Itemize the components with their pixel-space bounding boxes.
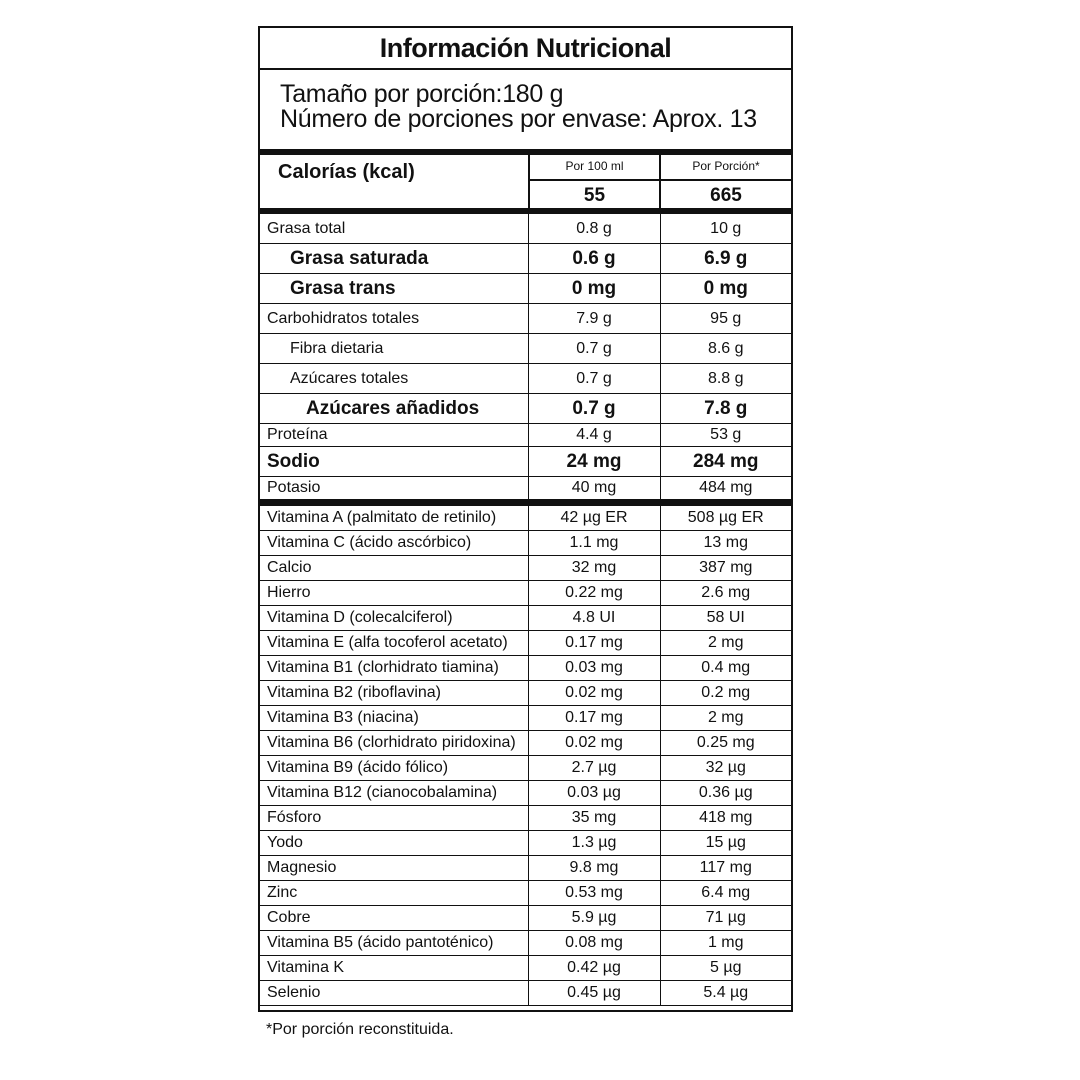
vitamin-name: Yodo bbox=[260, 831, 528, 856]
footnote: *Por porción reconstituida. bbox=[266, 1021, 454, 1038]
nutrient-name: Sodio bbox=[260, 447, 528, 477]
nutrient-per-portion: 53 g bbox=[660, 424, 791, 447]
nutrient-name: Fibra dietaria bbox=[260, 334, 528, 364]
nutrient-per-100ml: 4.4 g bbox=[528, 424, 660, 447]
table-row bbox=[260, 856, 791, 881]
vitamin-per-100ml: 2.7 µg bbox=[528, 756, 660, 781]
table-row bbox=[260, 394, 791, 424]
table-row bbox=[260, 364, 791, 394]
vitamin-per-100ml: 0.02 mg bbox=[528, 681, 660, 706]
vitamin-per-100ml: 35 mg bbox=[528, 806, 660, 831]
vitamin-per-portion: 1 mg bbox=[660, 931, 791, 956]
nutrient-per-portion: 6.9 g bbox=[660, 244, 791, 274]
vitamin-name: Vitamina D (colecalciferol) bbox=[260, 606, 528, 631]
nutrient-per-portion: 284 mg bbox=[660, 447, 791, 477]
vitamin-per-100ml: 0.03 µg bbox=[528, 781, 660, 806]
nutrient-per-100ml: 0 mg bbox=[528, 274, 660, 304]
vitamin-per-portion: 2.6 mg bbox=[660, 581, 791, 606]
vitamin-name: Vitamina B3 (niacina) bbox=[260, 706, 528, 731]
vitamin-per-portion: 508 µg ER bbox=[660, 506, 791, 531]
vitamin-name: Vitamina C (ácido ascórbico) bbox=[260, 531, 528, 556]
table-row bbox=[260, 931, 791, 956]
vitamins-table bbox=[260, 506, 791, 1006]
table-row bbox=[260, 334, 791, 364]
table-row bbox=[260, 274, 791, 304]
nutrient-per-portion: 484 mg bbox=[660, 477, 791, 500]
calories-per-portion: 665 bbox=[710, 185, 742, 206]
vitamin-per-100ml: 42 µg ER bbox=[528, 506, 660, 531]
vitamin-per-portion: 0.36 µg bbox=[660, 781, 791, 806]
table-row bbox=[260, 981, 791, 1006]
table-row bbox=[260, 506, 791, 531]
table-row bbox=[260, 681, 791, 706]
vitamin-per-100ml: 1.1 mg bbox=[528, 531, 660, 556]
vitamin-per-100ml: 0.53 mg bbox=[528, 881, 660, 906]
vitamin-per-portion: 117 mg bbox=[660, 856, 791, 881]
vitamin-name: Calcio bbox=[260, 556, 528, 581]
table-row bbox=[260, 956, 791, 981]
nutrient-name: Grasa total bbox=[260, 214, 528, 244]
vitamin-name: Vitamina B1 (clorhidrato tiamina) bbox=[260, 656, 528, 681]
vitamin-per-100ml: 0.17 mg bbox=[528, 631, 660, 656]
vitamin-per-portion: 15 µg bbox=[660, 831, 791, 856]
vitamin-per-portion: 6.4 mg bbox=[660, 881, 791, 906]
vitamin-name: Selenio bbox=[260, 981, 528, 1006]
table-row bbox=[260, 831, 791, 856]
table-row bbox=[260, 447, 791, 477]
vitamin-name: Fósforo bbox=[260, 806, 528, 831]
vitamin-name: Magnesio bbox=[260, 856, 528, 881]
nutrient-per-100ml: 0.7 g bbox=[528, 394, 660, 424]
table-row bbox=[260, 706, 791, 731]
table-row bbox=[260, 806, 791, 831]
nutrient-name: Carbohidratos totales bbox=[260, 304, 528, 334]
vitamin-per-100ml: 0.03 mg bbox=[528, 656, 660, 681]
vitamin-per-portion: 2 mg bbox=[660, 631, 791, 656]
vitamin-name: Vitamina K bbox=[260, 956, 528, 981]
table-row bbox=[260, 214, 791, 244]
servings-per-container: Número de porciones por envase: Aprox. 13 bbox=[280, 105, 757, 133]
nutrient-name: Potasio bbox=[260, 477, 528, 500]
vitamin-name: Vitamina B6 (clorhidrato piridoxina) bbox=[260, 731, 528, 756]
table-row bbox=[260, 581, 791, 606]
vitamin-per-portion: 5 µg bbox=[660, 956, 791, 981]
vitamin-per-100ml: 1.3 µg bbox=[528, 831, 660, 856]
nutrient-per-portion: 8.8 g bbox=[660, 364, 791, 394]
table-row bbox=[260, 731, 791, 756]
calories-per-100ml: 55 bbox=[583, 185, 606, 206]
nutrient-per-portion: 7.8 g bbox=[660, 394, 791, 424]
serving-info bbox=[260, 70, 791, 149]
vitamin-name: Vitamina B12 (cianocobalamina) bbox=[260, 781, 528, 806]
per-100ml-column bbox=[528, 155, 659, 208]
nutrient-per-100ml: 0.7 g bbox=[528, 334, 660, 364]
nutrient-per-100ml: 40 mg bbox=[528, 477, 660, 500]
table-row bbox=[260, 881, 791, 906]
vitamin-name: Vitamina A (palmitato de retinilo) bbox=[260, 506, 528, 531]
vitamin-name: Cobre bbox=[260, 906, 528, 931]
vitamin-per-portion: 5.4 µg bbox=[660, 981, 791, 1006]
nutrient-per-100ml: 7.9 g bbox=[528, 304, 660, 334]
nutrient-name: Grasa saturada bbox=[260, 244, 528, 274]
nutrient-per-portion: 0 mg bbox=[660, 274, 791, 304]
nutrient-per-100ml: 0.7 g bbox=[528, 364, 660, 394]
serving-size: Tamaño por porción:180 g bbox=[280, 80, 564, 108]
vitamin-name: Zinc bbox=[260, 881, 528, 906]
nutrient-name: Grasa trans bbox=[260, 274, 528, 304]
vitamin-per-100ml: 0.45 µg bbox=[528, 981, 660, 1006]
nutrient-per-portion: 95 g bbox=[660, 304, 791, 334]
vitamin-per-portion: 0.4 mg bbox=[660, 656, 791, 681]
vitamin-per-100ml: 0.17 mg bbox=[528, 706, 660, 731]
nutrient-per-portion: 10 g bbox=[660, 214, 791, 244]
vitamin-per-100ml: 9.8 mg bbox=[528, 856, 660, 881]
vitamin-per-portion: 0.25 mg bbox=[660, 731, 791, 756]
table-row bbox=[260, 531, 791, 556]
vitamin-per-portion: 13 mg bbox=[660, 531, 791, 556]
calories-row bbox=[260, 155, 791, 208]
nutrient-name: Proteína bbox=[260, 424, 528, 447]
label-title: Información Nutricional bbox=[260, 28, 791, 70]
nutrient-per-portion: 8.6 g bbox=[660, 334, 791, 364]
vitamin-per-100ml: 0.08 mg bbox=[528, 931, 660, 956]
table-row bbox=[260, 606, 791, 631]
table-row bbox=[260, 656, 791, 681]
vitamin-per-portion: 0.2 mg bbox=[660, 681, 791, 706]
nutrient-name: Azúcares totales bbox=[260, 364, 528, 394]
per-100ml-header: Por 100 ml bbox=[530, 155, 659, 181]
vitamin-per-portion: 418 mg bbox=[660, 806, 791, 831]
calories-label: Calorías (kcal) bbox=[278, 161, 415, 183]
table-row bbox=[260, 906, 791, 931]
nutrition-facts-label bbox=[258, 26, 793, 1012]
vitamin-per-100ml: 32 mg bbox=[528, 556, 660, 581]
nutrient-per-100ml: 0.6 g bbox=[528, 244, 660, 274]
table-row bbox=[260, 244, 791, 274]
vitamin-per-portion: 58 UI bbox=[660, 606, 791, 631]
nutrients-table bbox=[260, 214, 791, 500]
vitamin-per-100ml: 4.8 UI bbox=[528, 606, 660, 631]
table-row bbox=[260, 477, 791, 500]
table-row bbox=[260, 556, 791, 581]
vitamin-per-100ml: 5.9 µg bbox=[528, 906, 660, 931]
nutrient-per-100ml: 24 mg bbox=[528, 447, 660, 477]
table-row bbox=[260, 424, 791, 447]
vitamin-name: Hierro bbox=[260, 581, 528, 606]
vitamin-name: Vitamina B5 (ácido pantoténico) bbox=[260, 931, 528, 956]
vitamin-per-portion: 71 µg bbox=[660, 906, 791, 931]
vitamin-name: Vitamina B2 (riboflavina) bbox=[260, 681, 528, 706]
vitamin-name: Vitamina E (alfa tocoferol acetato) bbox=[260, 631, 528, 656]
table-row bbox=[260, 781, 791, 806]
per-portion-header: Por Porción* bbox=[661, 155, 791, 181]
vitamin-per-100ml: 0.02 mg bbox=[528, 731, 660, 756]
per-portion-column bbox=[659, 155, 791, 208]
vitamin-per-100ml: 0.22 mg bbox=[528, 581, 660, 606]
nutrient-name: Azúcares añadidos bbox=[260, 394, 528, 424]
table-row bbox=[260, 304, 791, 334]
nutrient-per-100ml: 0.8 g bbox=[528, 214, 660, 244]
table-row bbox=[260, 756, 791, 781]
vitamin-per-portion: 2 mg bbox=[660, 706, 791, 731]
table-row bbox=[260, 631, 791, 656]
vitamin-per-portion: 387 mg bbox=[660, 556, 791, 581]
vitamin-per-100ml: 0.42 µg bbox=[528, 956, 660, 981]
vitamin-per-portion: 32 µg bbox=[660, 756, 791, 781]
vitamin-name: Vitamina B9 (ácido fólico) bbox=[260, 756, 528, 781]
